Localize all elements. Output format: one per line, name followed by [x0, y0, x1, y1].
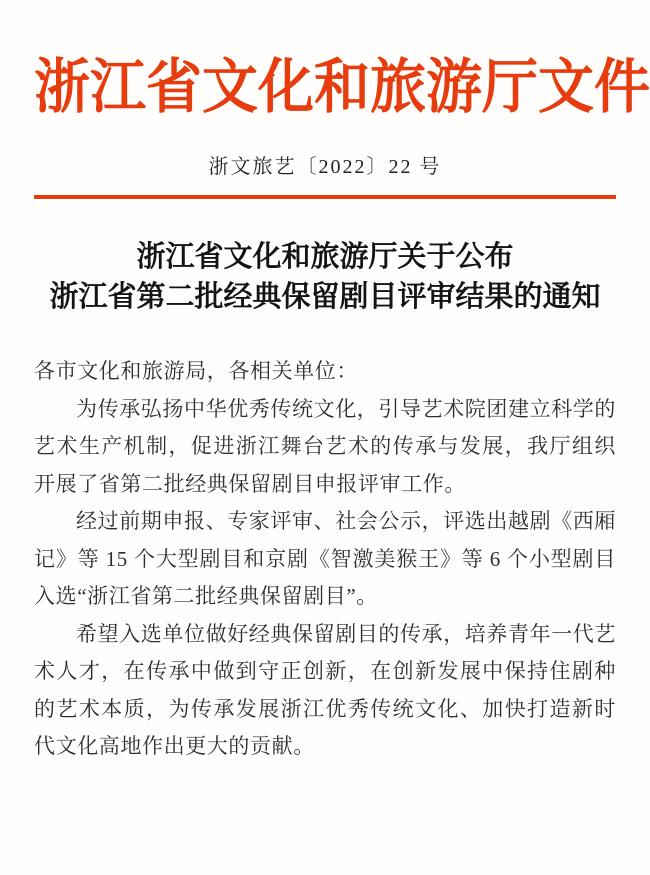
document-title-line2: 浙江省第二批经典保留剧目评审结果的通知: [49, 281, 601, 314]
document-body: [34, 353, 616, 766]
document-title: [34, 237, 616, 317]
body-paragraph-2: 经过前期申报、专家评审、社会公示，评选出越剧《西厢记》等 15 个大型剧目和京剧《智激美猴王》等 6 个小型剧目入选“浙江省第二批经典保留剧目”。: [34, 509, 616, 609]
body-paragraph-3: 希望入选单位做好经典保留剧目的传承，培养青年一代艺术人才，在传承中做到守正创新，在创新发展中保持住剧种的艺术本质，为传承发展浙江优秀传统文化、加快打造新时代文化高地作出更大的贡献。: [34, 621, 616, 759]
document-title-line1: 浙江省文化和旅游厅关于公布: [136, 241, 514, 274]
salutation-line: 各市文化和旅游局，各相关单位：: [34, 359, 358, 384]
red-divider-line: [34, 195, 616, 199]
body-paragraph-1: 为传承弘扬中华优秀传统文化，引导艺术院团建立科学的艺术生产机制，促进浙江舞台艺术的传承与发展，我厅组织开展了省第二批经典保留剧目申报评审工作。: [34, 396, 616, 496]
document-number: 浙文旅艺〔2022〕22 号: [208, 156, 442, 179]
agency-header-title: 浙江省文化和旅游厅文件: [34, 55, 650, 121]
